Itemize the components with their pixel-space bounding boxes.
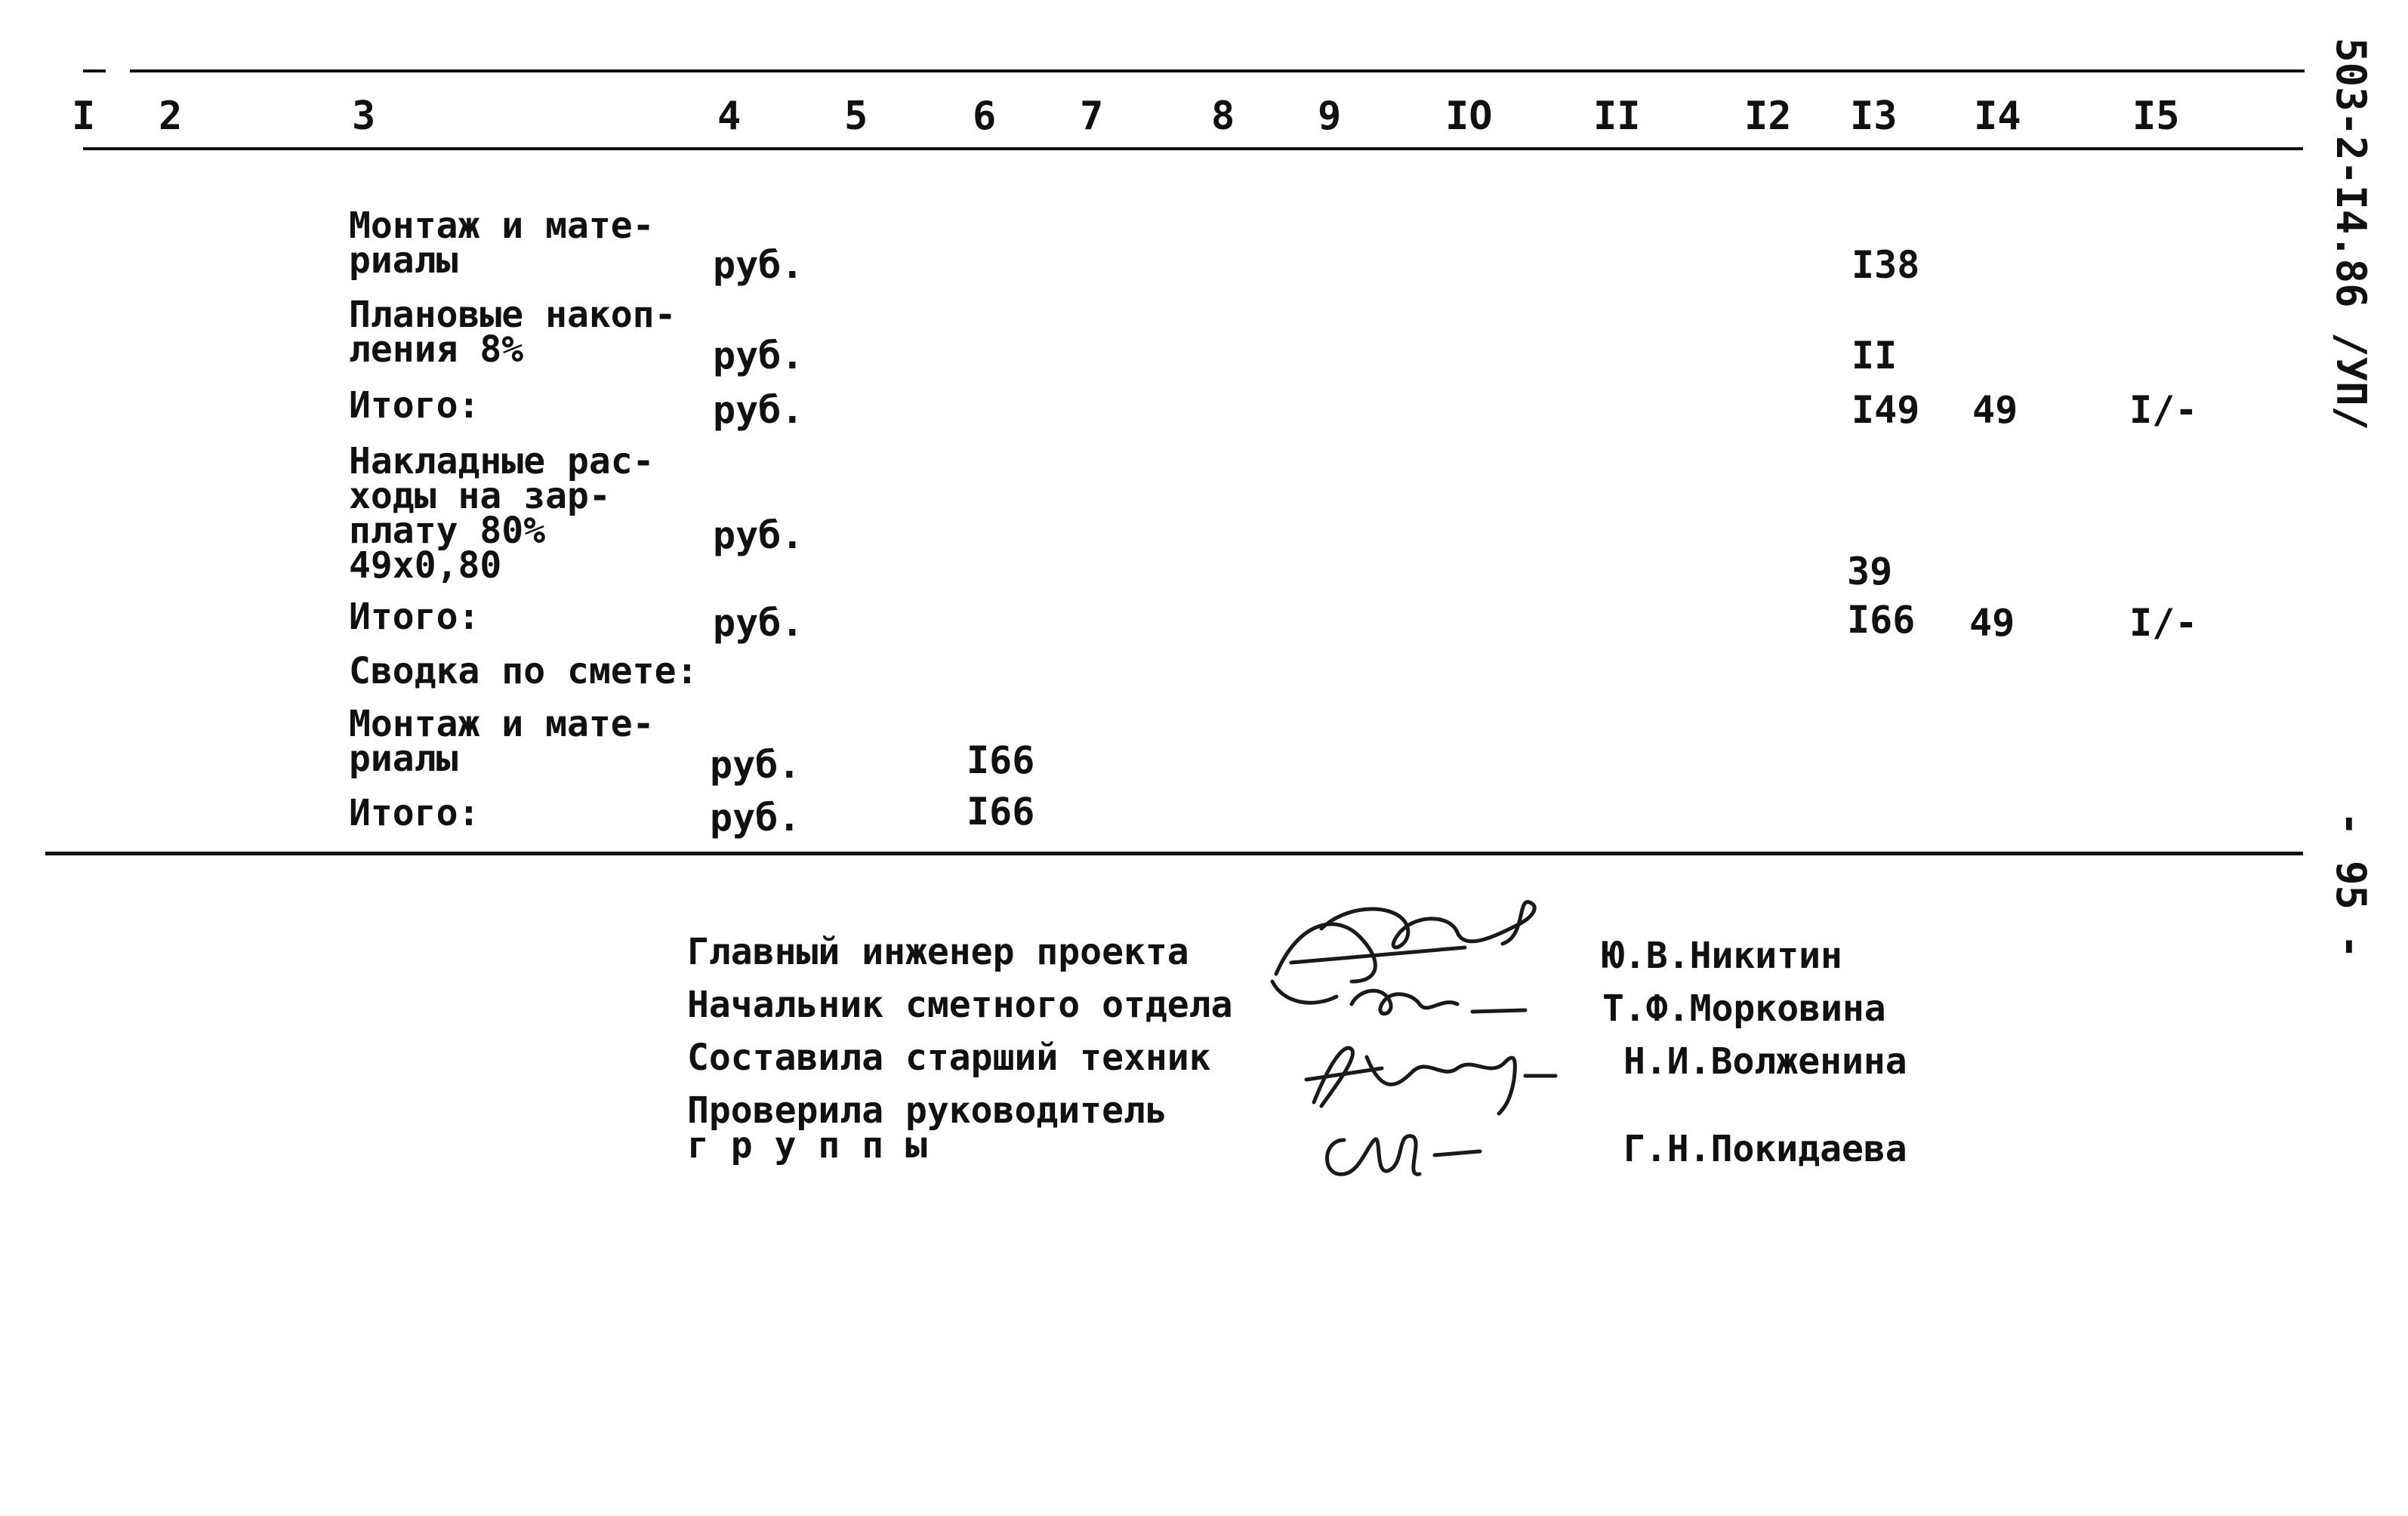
signatory-role bbox=[687, 931, 1189, 973]
cell-col15: I/- bbox=[2129, 388, 2198, 432]
signatory-role bbox=[687, 1037, 1211, 1079]
row-description bbox=[349, 703, 655, 780]
cell-col14: 49 bbox=[1972, 388, 2018, 432]
handwritten-signature bbox=[1299, 1034, 1571, 1117]
row-unit: руб. bbox=[713, 601, 804, 645]
description-line: Итого: bbox=[349, 792, 480, 834]
row-unit: руб. bbox=[713, 513, 804, 557]
column-number: 3 bbox=[352, 94, 376, 139]
row-description bbox=[349, 792, 480, 834]
cell-col6: I66 bbox=[967, 738, 1035, 782]
top-rule-short bbox=[83, 69, 106, 72]
section-heading bbox=[349, 650, 698, 692]
description-line: ления 8% bbox=[349, 328, 524, 371]
signatory-name: Ю.В.Никитин bbox=[1602, 935, 1842, 977]
role-line: Начальник сметного отдела bbox=[687, 984, 1233, 1026]
row-unit: руб. bbox=[713, 334, 804, 377]
handwritten-signature bbox=[1269, 974, 1540, 1034]
column-number: I4 bbox=[1974, 94, 2021, 139]
header-rule bbox=[83, 147, 2303, 150]
row-unit: руб. bbox=[710, 796, 801, 840]
cell-col13: II bbox=[1851, 334, 1898, 377]
signatory-role bbox=[687, 984, 1233, 1026]
description-line: Итого: bbox=[349, 596, 480, 638]
description-line: плату 80% bbox=[349, 510, 546, 552]
column-number: 5 bbox=[844, 94, 868, 139]
page-number: - 95 - bbox=[2327, 812, 2375, 960]
row-unit: руб. bbox=[713, 388, 804, 432]
description-line: риалы bbox=[349, 738, 458, 780]
row-description bbox=[349, 440, 655, 587]
column-number: 4 bbox=[717, 94, 742, 139]
role-line: Составила старший техник bbox=[687, 1037, 1211, 1079]
column-number: I2 bbox=[1744, 94, 1792, 139]
role-line: Главный инженер проекта bbox=[687, 931, 1189, 973]
document-code: 503-2-I4.86 /УП/ bbox=[2327, 38, 2375, 431]
column-number: 2 bbox=[159, 94, 183, 139]
column-number: I3 bbox=[1850, 94, 1898, 139]
cell-col6: I66 bbox=[967, 790, 1035, 833]
row-unit: руб. bbox=[713, 243, 804, 287]
description-line: Плановые накоп- bbox=[349, 294, 677, 336]
column-number: II bbox=[1593, 94, 1641, 139]
description-line: Итого: bbox=[349, 384, 480, 427]
column-number: IO bbox=[1445, 94, 1493, 139]
cell-col13: 39 bbox=[1847, 550, 1893, 593]
description-line: Сводка по смете: bbox=[349, 650, 698, 692]
cell-col15: I/- bbox=[2129, 601, 2198, 645]
row-description bbox=[349, 205, 655, 282]
description-line: Монтаж и мате- bbox=[349, 205, 655, 247]
column-number: 9 bbox=[1318, 94, 1342, 139]
cell-col13: I49 bbox=[1851, 388, 1920, 432]
column-number: I5 bbox=[2132, 94, 2180, 139]
description-line: 49х0,80 bbox=[349, 544, 502, 587]
description-line: ходы на зар- bbox=[349, 475, 611, 517]
cell-col13: I66 bbox=[1847, 598, 1916, 642]
role-line: Проверила руководитель bbox=[687, 1089, 1167, 1132]
description-line: риалы bbox=[349, 239, 458, 282]
column-number: 6 bbox=[973, 94, 997, 139]
column-number: I bbox=[72, 94, 96, 139]
cell-col13: I38 bbox=[1851, 243, 1920, 287]
signatory-name: Н.И.Волженина bbox=[1623, 1040, 1907, 1083]
handwritten-signature bbox=[1314, 1117, 1495, 1185]
signatory-name: Т.Ф.Морковина bbox=[1602, 988, 1886, 1030]
row-description bbox=[349, 294, 677, 371]
column-number: 8 bbox=[1211, 94, 1235, 139]
description-line: Монтаж и мате- bbox=[349, 703, 655, 745]
signatory-name: Г.Н.Покидаева bbox=[1623, 1128, 1907, 1170]
cell-col14: 49 bbox=[1969, 601, 2015, 645]
row-description bbox=[349, 596, 480, 638]
top-rule bbox=[130, 69, 2305, 72]
signatory-role bbox=[687, 1089, 1167, 1166]
column-number: 7 bbox=[1080, 94, 1104, 139]
bottom-rule bbox=[45, 852, 2303, 855]
row-description bbox=[349, 384, 480, 427]
row-unit: руб. bbox=[710, 743, 801, 787]
description-line: Накладные рас- bbox=[349, 440, 655, 482]
role-line: г р у п п ы bbox=[687, 1124, 927, 1166]
